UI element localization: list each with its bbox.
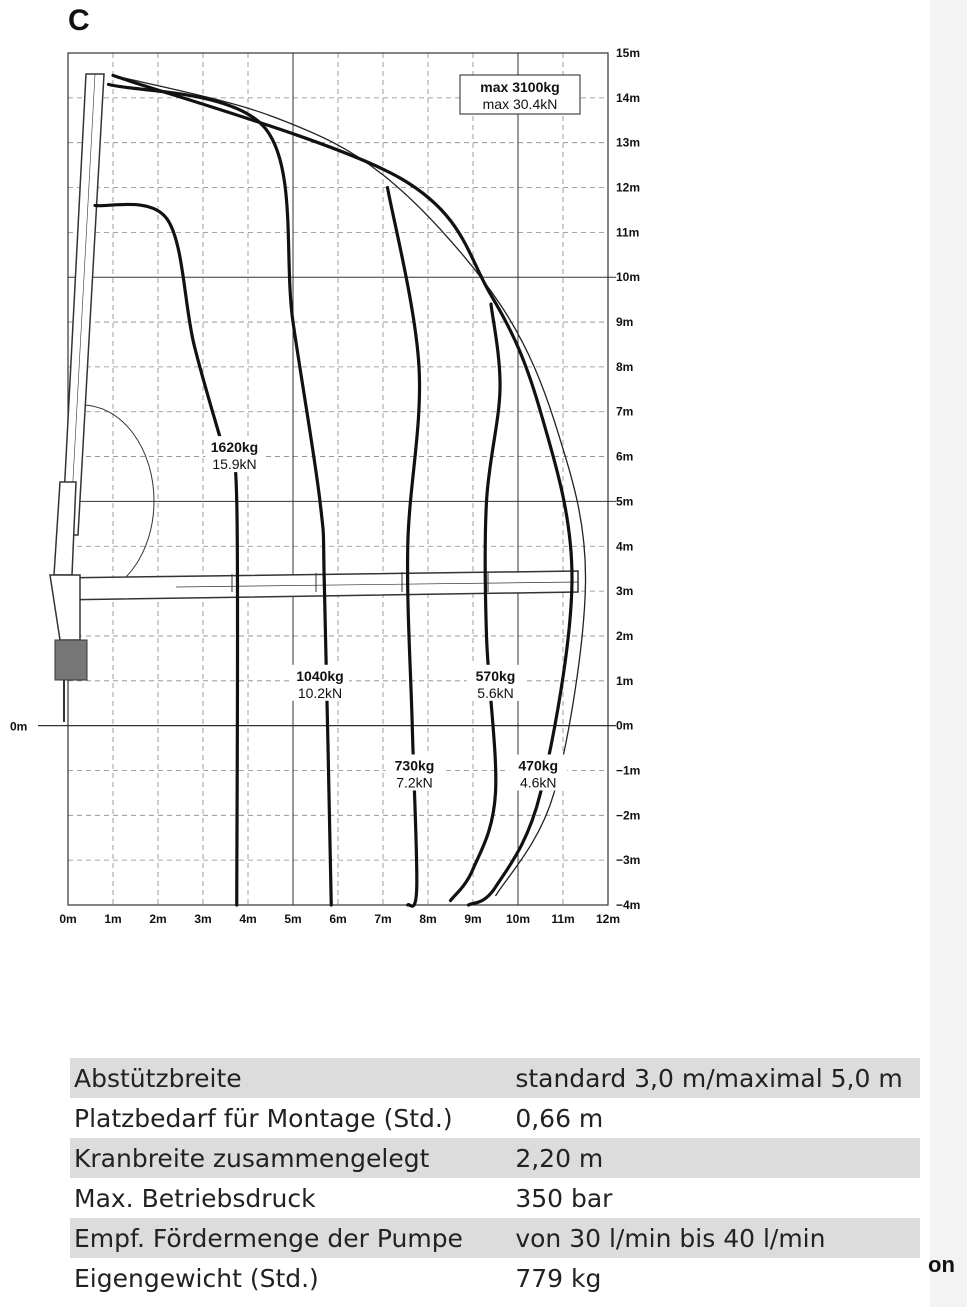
table-row [70,1138,920,1178]
x-tick-label: 3m [194,912,212,926]
x-tick-label: 10m [505,912,531,926]
spec-table [70,1058,920,1298]
y-tick-label: −1m [616,763,641,778]
y-tick-label: 10m [616,270,641,285]
x-tick-label: 5m [284,912,302,926]
curve-label-kn: 10.2kN [297,684,343,701]
max-load-kg: max 3100kg [480,79,560,95]
curve-label-kn: 5.6kN [477,684,514,701]
x-tick-label: 2m [149,912,167,926]
y-tick-label: 1m [616,673,634,688]
y-tick-label: −4m [616,898,641,912]
curve-labels [206,436,568,790]
table-row [70,1098,920,1138]
y-tick-label: 2m [616,628,634,643]
curve-label-kg: 1040kg [296,667,344,684]
section-letter: C [68,4,90,37]
x-tick-label: 12m [595,912,621,926]
x-axis-ticks [59,912,620,926]
max-load-kn: max 30.4kN [482,96,558,112]
spec-value: 2,20 m [479,1138,920,1178]
y-tick-label: 8m [616,359,634,374]
x-tick-label: 7m [374,912,392,926]
y-tick-label: 9m [616,315,634,330]
x-tick-label: 0m [59,912,77,926]
max-load-box [460,75,580,114]
load-curve-line [451,304,501,900]
spec-label: Kranbreite zusammengelegt [70,1138,479,1178]
table-row [70,1058,920,1098]
y-tick-label: 7m [616,404,634,419]
table-row [70,1258,920,1298]
load-curve-line [113,75,572,905]
side-text: on [928,1252,955,1277]
y-tick-label: 15m [616,46,641,60]
column [50,575,80,640]
crane-base [55,640,87,680]
jib-base [54,482,76,575]
curve-label-kg: 570kg [475,667,516,684]
spec-label: Max. Betriebsdruck [74,1183,316,1213]
x-tick-label: 1m [104,912,122,926]
load-curve-line [109,84,332,905]
spec-value: 350 bar [515,1183,613,1213]
x-tick-label: 4m [239,912,257,926]
x-tick-label: 9m [464,912,482,926]
curve-label-kg: 1620kg [210,439,259,456]
y-tick-label: 0m [616,718,634,733]
y-tick-label: 12m [616,180,641,195]
curve-label-kg: 470kg [518,757,559,774]
spec-label: Abstützbreite [70,1058,479,1098]
table-row [70,1218,920,1258]
spec-value: 779 kg [515,1263,602,1293]
x-tick-label: 6m [329,912,347,926]
y-tick-label: 5m [616,494,634,509]
spec-label: Platzbedarf für Montage (Std.) [74,1103,453,1133]
y-tick-label: −3m [616,853,641,868]
y-tick-label: 3m [616,584,634,599]
spec-value: 0,66 m [515,1103,604,1133]
spec-value: standard 3,0 m/maximal 5,0 m [479,1058,920,1098]
y-tick-label: 11m [616,225,640,240]
curve-label-kn: 15.9kN [212,456,257,473]
load-curve-line [95,204,238,905]
left-axis-label: 0m [10,719,28,734]
spec-value: von 30 l/min bis 40 l/min [479,1218,920,1258]
y-tick-label: 13m [616,135,641,150]
spec-label: Eigengewicht (Std.) [74,1263,319,1293]
y-tick-label: 14m [616,90,641,105]
y-tick-label: 4m [616,539,634,554]
table-row [70,1178,920,1218]
load-curve-line [388,188,420,907]
curve-label-kn: 4.6kN [519,774,557,791]
x-tick-label: 11m [551,912,575,926]
y-tick-label: 6m [616,449,634,464]
curve-label-kg: 730kg [394,757,435,774]
spec-label: Empf. Fördermenge der Pumpe [70,1218,479,1258]
y-tick-label: −2m [616,808,641,823]
x-tick-label: 8m [419,912,437,926]
curve-label-kn: 7.2kN [396,774,433,791]
